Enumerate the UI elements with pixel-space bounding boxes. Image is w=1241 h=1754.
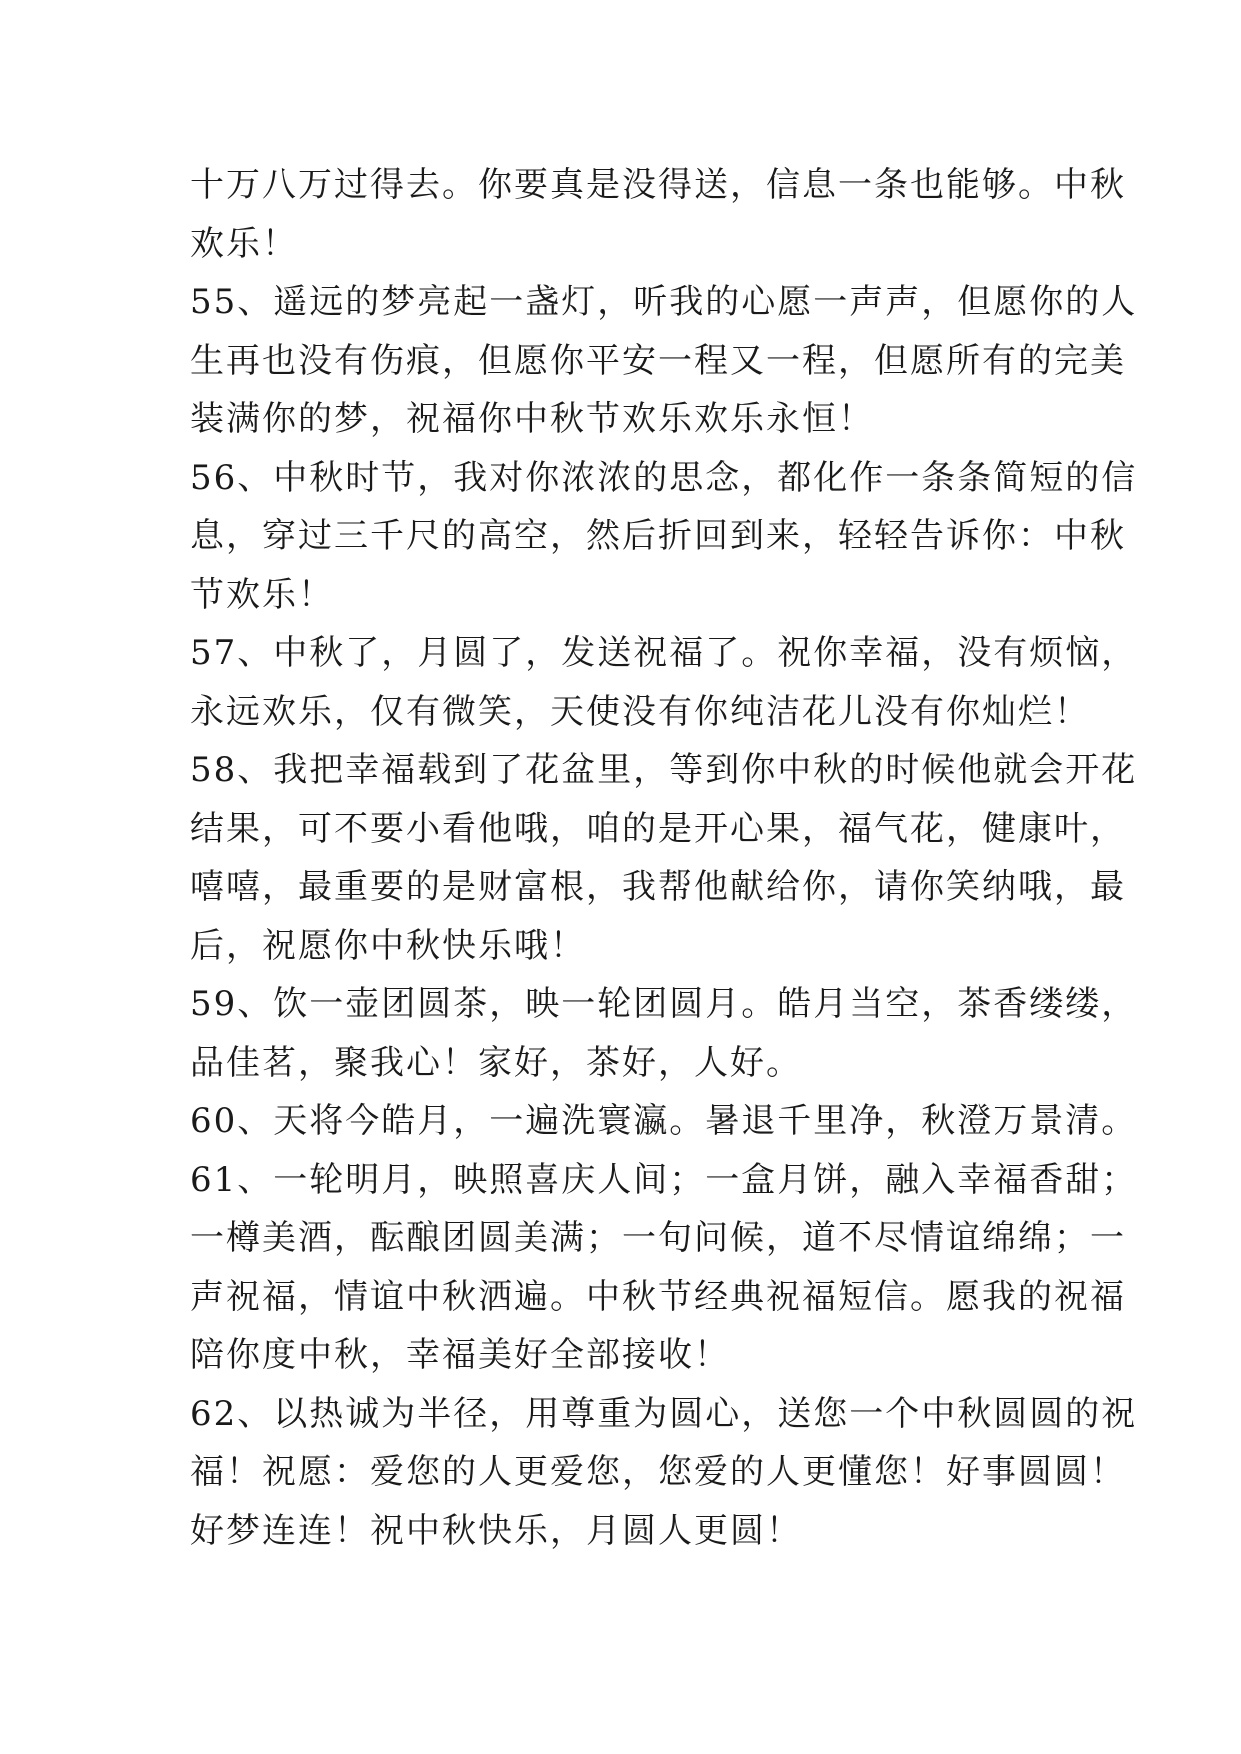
- text-line: 欢乐！: [190, 223, 298, 264]
- text-line: 后，祝愿你中秋快乐哦！: [190, 925, 586, 966]
- text-line: 59、饮一壶团圆茶，映一轮团圆月。皓月当空，茶香缕缕，: [190, 984, 1138, 1024]
- text-line: 节欢乐！: [190, 574, 334, 615]
- text-line: 56、中秋时节，我对你浓浓的思念，都化作一条条简短的信: [190, 457, 1138, 498]
- text-line: 息，穿过三千尺的高空，然后折回到来，轻轻告诉你：中秋: [190, 516, 1126, 556]
- text-line: 61、一轮明月，映照喜庆人间；一盒月饼，融入幸福香甜；: [190, 1159, 1138, 1200]
- text-line: 十万八万过得去。你要真是没得送，信息一条也能够。中秋: [190, 165, 1126, 205]
- text-line: 60、天将今皓月，一遍洗寰瀛。暑退千里净，秋澄万景清。: [190, 1101, 1138, 1141]
- text-line: 生再也没有伤痕，但愿你平安一程又一程，但愿所有的完美: [190, 340, 1126, 381]
- text-line: 62、以热诚为半径，用尊重为圆心，送您一个中秋圆圆的祝: [190, 1393, 1138, 1434]
- text-line: 好梦连连！祝中秋快乐，月圆人更圆！: [190, 1510, 802, 1551]
- text-line: 品佳茗，聚我心！家好，茶好，人好。: [190, 1042, 802, 1083]
- text-line: 一樽美酒，酝酿团圆美满；一句问候，道不尽情谊绵绵；一: [190, 1218, 1126, 1258]
- text-line: 福！祝愿：爱您的人更爱您，您爱的人更懂您！好事圆圆！: [190, 1452, 1126, 1492]
- document-body: [190, 156, 1138, 1560]
- text-line: 陪你度中秋，幸福美好全部接收！: [190, 1335, 730, 1375]
- text-line: 嘻嘻，最重要的是财富根，我帮他献给你，请你笑纳哦，最: [190, 867, 1126, 907]
- text-line: 永远欢乐，仅有微笑，天使没有你纯洁花儿没有你灿烂！: [190, 691, 1090, 732]
- text-line: 58、我把幸福载到了花盆里，等到你中秋的时候他就会开花: [190, 750, 1138, 790]
- text-line: 装满你的梦，祝福你中秋节欢乐欢乐永恒！: [190, 399, 874, 439]
- text-line: 声祝福，情谊中秋洒遍。中秋节经典祝福短信。愿我的祝福: [190, 1276, 1126, 1317]
- text-line: 57、中秋了，月圆了，发送祝福了。祝你幸福，没有烦恼，: [190, 633, 1138, 673]
- text-line: 55、遥远的梦亮起一盏灯，听我的心愿一声声，但愿你的人: [190, 282, 1138, 322]
- text-line: 结果，可不要小看他哦，咱的是开心果，福气花，健康叶，: [190, 808, 1126, 849]
